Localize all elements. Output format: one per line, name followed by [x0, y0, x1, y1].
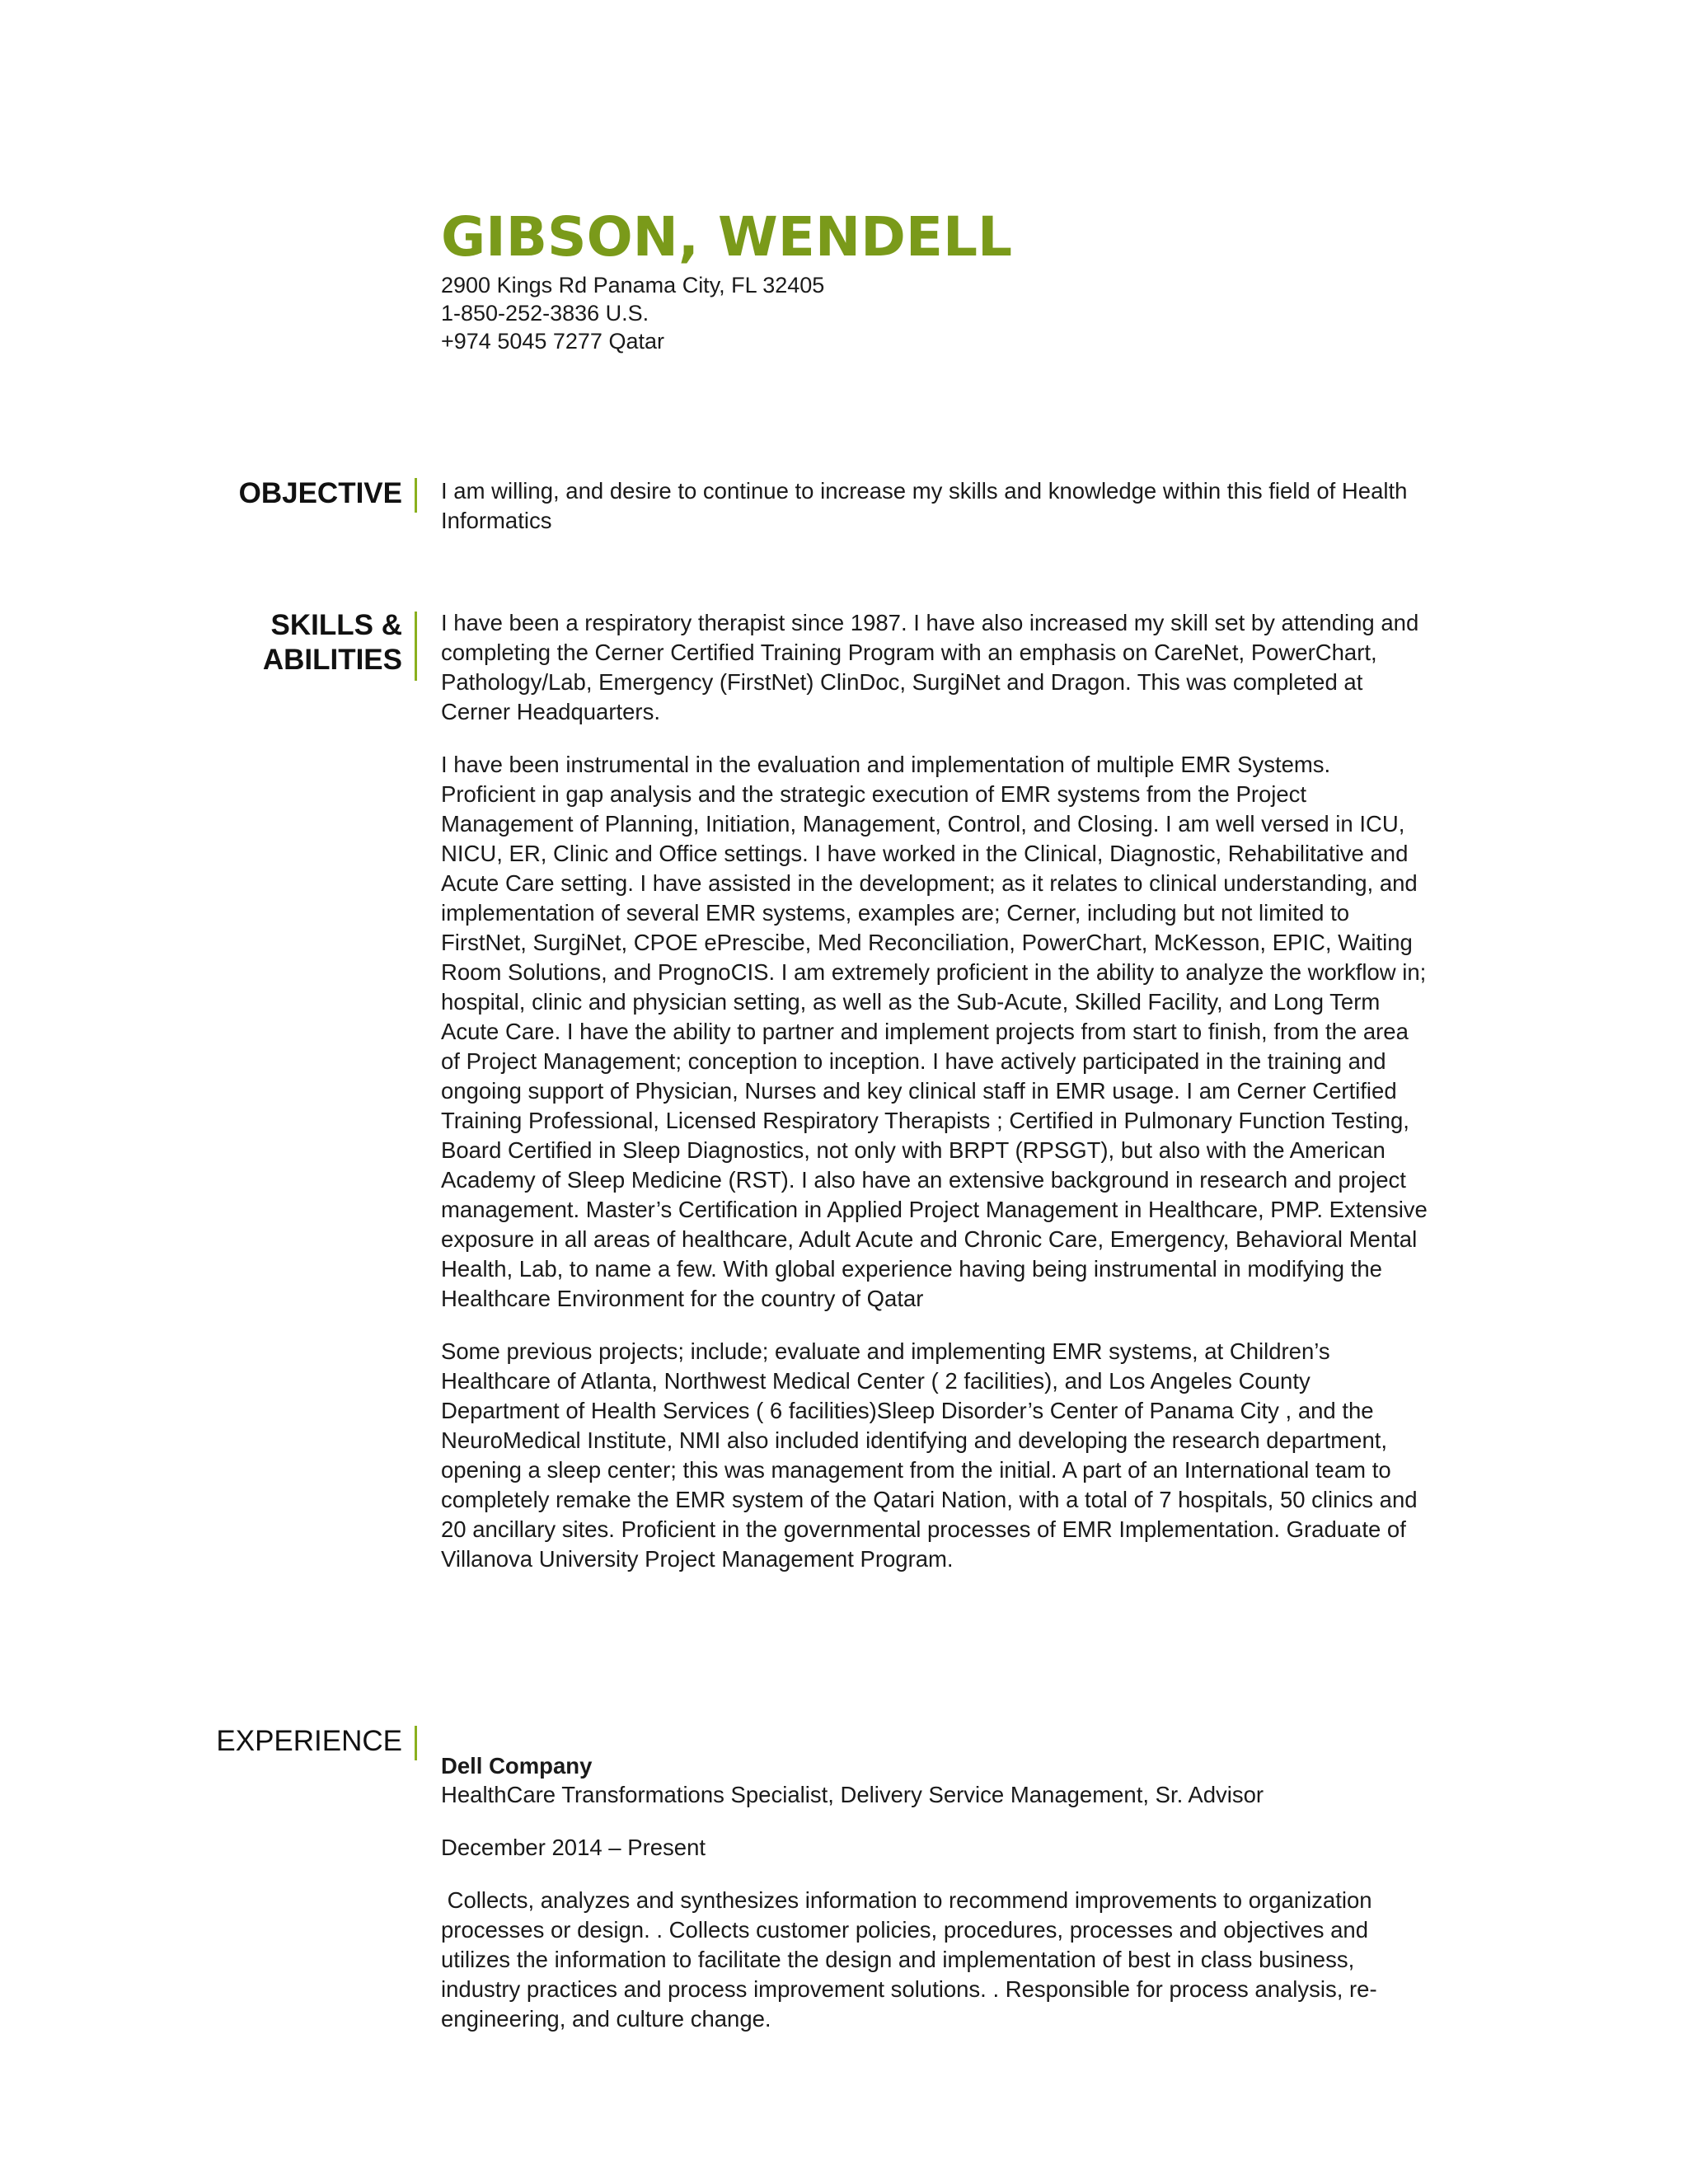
skills-label — [263, 608, 402, 677]
job-description: Collects, analyzes and synthesizes information to recommend improvements to organization processes or design. . Collects customer policies, procedures, processes and objectives and utilizes the information to facilitate the design and implementation of best in class business, industry practices and process improvement solutions. . Responsible for process analysis, re-engineering, and culture change. — [441, 1887, 1379, 2032]
skills-label-line2: ABILITIES — [262, 644, 402, 676]
objective-paragraph: I am willing, and desire to continue to increase my skills and knowledge within this field of Health Informatics — [441, 478, 1408, 533]
resume-header — [441, 205, 1512, 355]
job-role: HealthCare Transformations Specialist, Delivery Service Management, Sr. Advisor — [441, 1782, 1264, 1807]
address: 2900 Kings Rd Panama City, FL 32405 — [441, 273, 825, 298]
skills-paragraph: I have been a respiratory therapist since 1987. I have also increased my skill set by attending and completing the Cerner Certified Training Program with an emphasis on CareNet, PowerChart, Pathology/Lab, Emergency (FirstNet) ClinDoc, SurgiNet and Dragon. This was completed at Cerner Headquarters. — [441, 610, 1419, 724]
experience-label: EXPERIENCE — [216, 1725, 402, 1757]
job-dates: December 2014 – Present — [441, 1835, 706, 1860]
skills-label-line1: SKILLS & — [270, 609, 402, 641]
skills-paragraph: Some previous projects; include; evaluate and implementing EMR systems, at Children’s Healthcare of Atlanta, Northwest Medical Center ( 2 facilities), and Los Angeles County Department of Health Services ( 6 facilities)Sleep Disorder’s Center of Panama City , and the NeuroMedical Institute, NMI also included identifying and developing the research department, opening a sleep center; this was management from the initial. A part of an International team to completely remake the EMR system of the Qatari Nation, with a total of 7 hospitals, 50 clinics and 20 ancillary sites. Proficient in the governmental processes of EMR Implementation. Graduate of Villanova University Project Management Program. — [441, 1338, 1418, 1572]
candidate-name: GIBSON, WENDELL — [441, 205, 1013, 269]
objective-divider — [415, 478, 417, 513]
phone-qatar: +974 5045 7277 Qatar — [441, 329, 664, 354]
experience-text — [441, 1752, 1430, 2057]
skills-paragraph: I have been instrumental in the evaluation and implementation of multiple EMR Systems. Proficient in gap analysis and the strategic execution of EMR systems from the Project Management of Planning, Initiation, Management, Control, and Closing. I am well versed in ICU, NICU, ER, Clinic and Office settings. I have worked in the Clinical, Diagnostic, Rehabilitative and Acute Care setting. I have assisted in the development; as it relates to clinical understanding, and implementation of several EMR systems, examples are; Cerner, including but not limited to FirstNet, SurgiNet, CPOE ePrescibe, Med Reconciliation, PowerChart, McKesson, EPIC, Waiting Room Solutions, and PrognoCIS. I am extremely proficient in the ability to analyze the workflow in; hospital, clinic and physician setting, as well as the Sub-Acute, Skilled Facility, and Long Term Acute Care. I have the ability to partner and implement projects from start to finish, from the area of Project Management; conception to inception. I have actively participated in the training and ongoing support of Physician, Nurses and key clinical staff in EMR usage. I am Cerner Certified Training Professional, Licensed Respiratory Therapists ; Certified in Pulmonary Function Testing, Board Certified in Sleep Diagnostics, not only with BRPT (RPSGT), but also with the American Academy of Sleep Medicine (RST). I also have an extensive background in research and project management. Master’s Certification in Applied Project Management in Healthcare, PMP. Extensive exposure in all areas of healthcare, Adult Acute and Chronic Care, Emergency, Behavioral Mental Health, Lab, to name a few. With global experience having being instrumental in modifying the Healthcare Environment for the country of Qatar — [441, 752, 1428, 1311]
skills-text — [441, 608, 1430, 1597]
skills-divider — [415, 612, 417, 681]
experience-divider — [415, 1726, 417, 1760]
job-company: Dell Company — [441, 1753, 593, 1779]
objective-text — [441, 476, 1430, 559]
phone-us: 1-850-252-3836 U.S. — [441, 301, 649, 326]
objective-label: OBJECTIVE — [238, 477, 402, 509]
